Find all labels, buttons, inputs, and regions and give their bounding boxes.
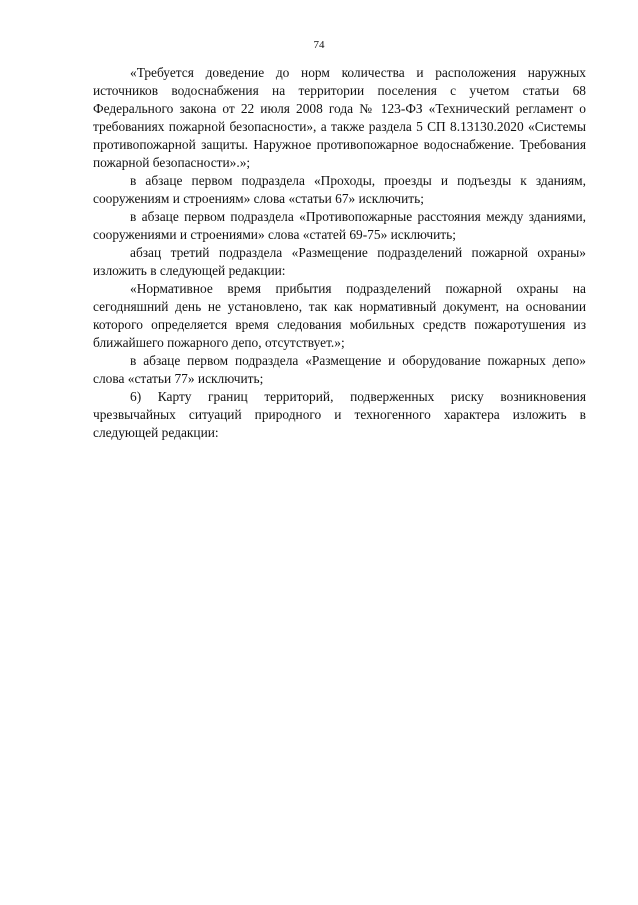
paragraph-water-supply-requirement: «Требуется доведение до норм количества и расположения наружных источников водоснабжения на территории поселения с учетом статьи 68 Федерального закона от 22 июля 2008 года № 123-ФЗ «Технический регламент о требованиях пожарной безопасности», а также раздела 5 СП 8.13130.2020 «Системы противопожарной защиты. Наружное противопожарное водоснабжение. Требования пожарной безопасности».»; xyxy=(93,65,586,170)
paragraph-fire-distances: в абзаце первом подраздела «Противопожарные расстояния между зданиями, сооружениями и строениями» слова «статей 69-75» исключить; xyxy=(93,209,586,242)
document-body xyxy=(93,64,586,442)
paragraph-arrival-time: «Нормативное время прибытия подразделений пожарной охраны на сегодняшний день не установлено, так как нормативный документ, на основании которого определяется время следования мобильных средств пожаротушения из ближайшего пожарного депо, отсутствует.»; xyxy=(93,281,586,350)
paragraph-passages-driveways: в абзаце первом подраздела «Проходы, проезды и подъезды к зданиям, сооружениям и строениям» слова «статьи 67» исключить; xyxy=(93,173,586,206)
paragraph-fire-depot-equipment: в абзаце первом подраздела «Размещение и оборудование пожарных депо» слова «статьи 77» исключить; xyxy=(93,353,586,386)
paragraph-fire-units-placement: абзац третий подраздела «Размещение подразделений пожарной охраны» изложить в следующей редакции: xyxy=(93,245,586,278)
paragraph-risk-map: 6) Карту границ территорий, подверженных риску возникновения чрезвычайных ситуаций природного и техногенного характера изложить в следующей редакции: xyxy=(93,389,586,440)
page-number: 74 xyxy=(313,39,325,51)
